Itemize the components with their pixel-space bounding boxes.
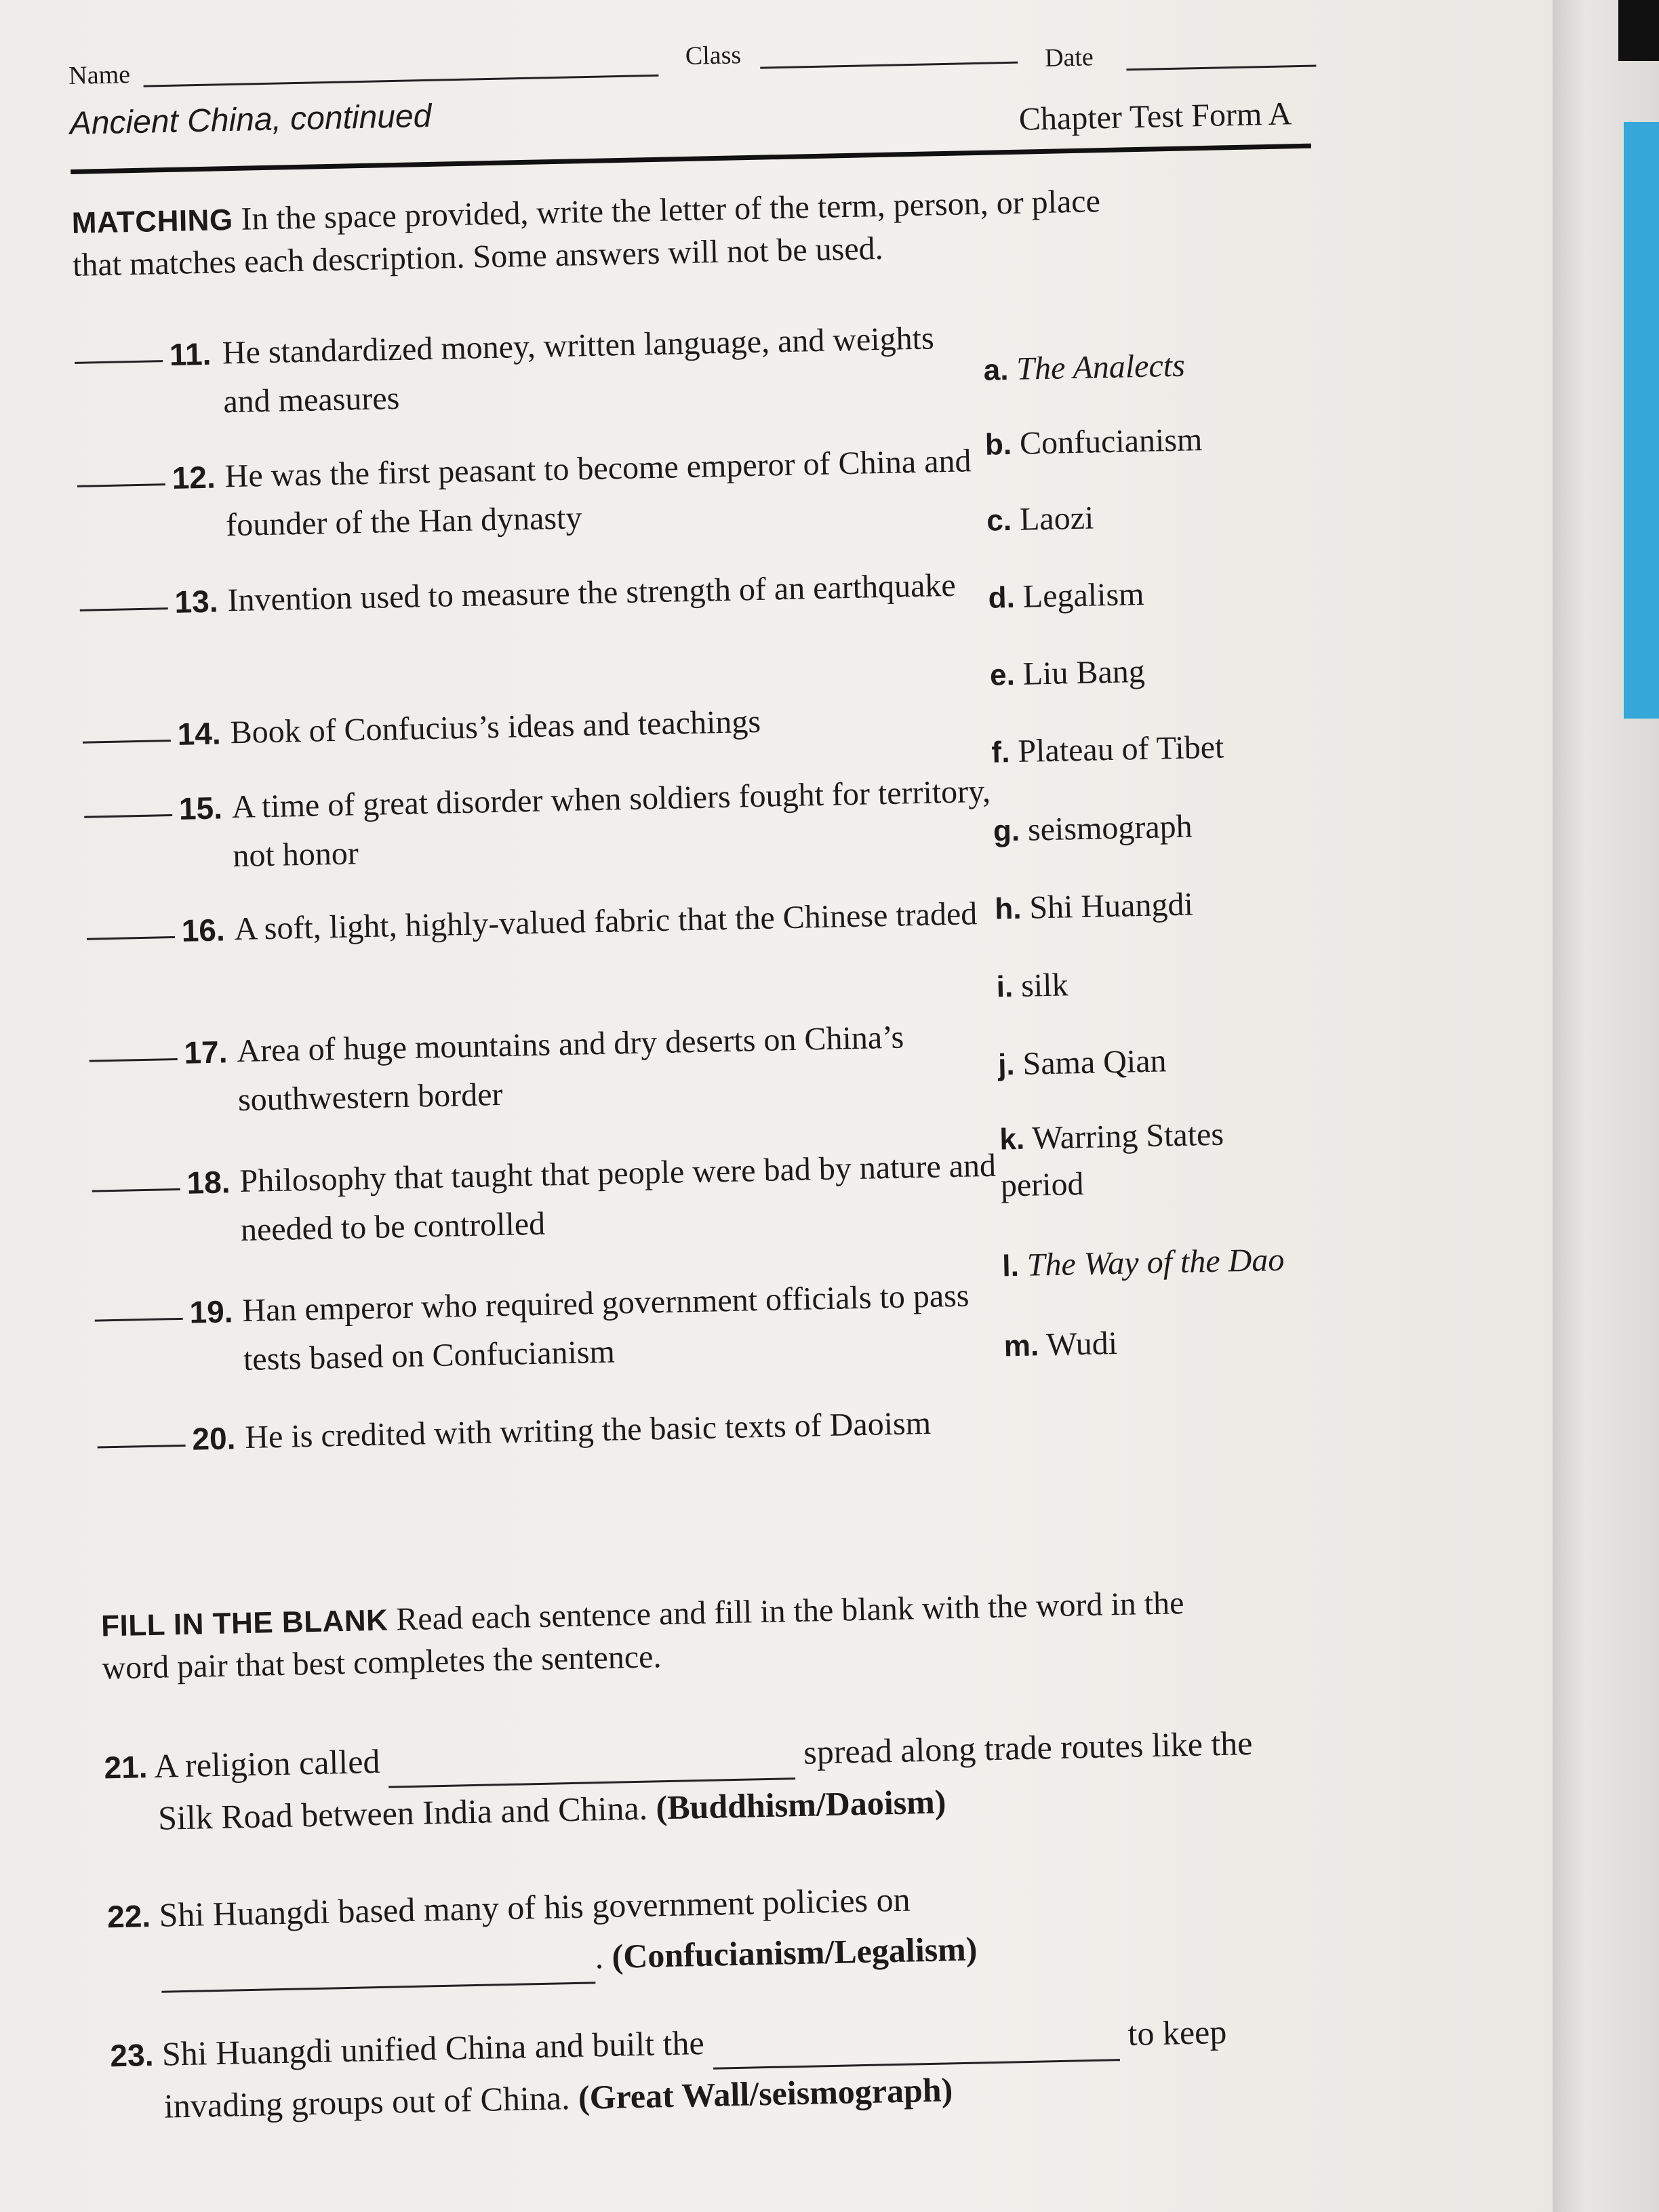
answer-letter: k. [999, 1122, 1025, 1157]
answer-letter: e. [989, 658, 1016, 692]
word-pair: (Confucianism/Legalism) [611, 1929, 978, 1975]
answer-e [989, 649, 1145, 699]
answer-letter: d. [988, 580, 1016, 615]
answer-text: Shi Huangdi [1028, 886, 1194, 926]
answer-text: Warring States period [1000, 1116, 1224, 1204]
page-tab-marker [1624, 122, 1659, 719]
question-text: Shi Huangdi based many of his government policies on [159, 1880, 911, 1934]
question-number: 22. [106, 1898, 151, 1935]
question-text: He was the first peasant to become emperor of China and founder of the Han dynasty [224, 443, 972, 544]
answer-c [986, 495, 1094, 544]
answer-j [997, 1038, 1167, 1088]
answer-i [996, 962, 1068, 1010]
answer-text: Confucianism [1019, 422, 1203, 462]
answer-blank-23[interactable] [712, 2009, 1119, 2070]
question-text: spread along trade routes like the [803, 1723, 1253, 1771]
matching-heading: MATCHING [71, 203, 234, 240]
answer-blank-22[interactable] [161, 1931, 595, 1992]
answer-text: silk [1020, 967, 1069, 1004]
question-number: 12. [172, 459, 216, 496]
answer-d [988, 571, 1144, 622]
question-text: A soft, light, highly-valued fabric that the Chinese traded [234, 896, 978, 948]
question-text: invading groups out of China. [163, 2078, 571, 2125]
answer-text: Plateau of Tibet [1017, 729, 1224, 769]
question-text: Book of Confucius’s ideas and teachings [230, 703, 761, 751]
question-number: 19. [188, 1293, 234, 1330]
unit-title: Ancient China, continued [69, 98, 432, 142]
word-pair: (Buddhism/Daoism) [655, 1782, 946, 1827]
question-number: 14. [177, 715, 222, 752]
question-text: to keep [1127, 2012, 1227, 2053]
name-label: Name [68, 60, 131, 90]
question-text: He standardized money, written language, and weights and measures [222, 320, 935, 420]
answer-text: The Analects [1016, 347, 1186, 387]
answer-letter: g. [993, 813, 1020, 848]
answer-text: Liu Bang [1022, 653, 1146, 692]
answer-text: Sama Qian [1022, 1043, 1167, 1082]
matching-instructions-text: In the space provided, write the letter of the term, person, or place that matches each description. Some answers will not be used. [72, 183, 1101, 283]
question-number: 13. [174, 583, 219, 620]
answer-letter: f. [991, 736, 1010, 769]
question-text: Philosophy that taught that people were bad by nature and needed to be controlled [239, 1147, 997, 1249]
answer-letter: c. [986, 504, 1012, 538]
date-label: Date [1044, 43, 1094, 73]
question-number: 17. [183, 1034, 228, 1070]
question-number: 15. [178, 790, 223, 826]
answer-letter: b. [984, 427, 1012, 462]
question-number: 16. [181, 912, 226, 948]
question-text: Invention used to measure the strength of an earthquake [226, 567, 957, 619]
answer-letter: m. [1003, 1329, 1039, 1363]
question-number: 20. [191, 1420, 236, 1457]
fill-in-instructions-text: Read each sentence and fill in the blank with the word in the word pair that best completes the sentence. [101, 1585, 1184, 1687]
question-text: . [594, 1937, 604, 1976]
word-pair: (Great Wall/seismograph) [578, 2070, 953, 2116]
class-label: Class [685, 41, 742, 71]
answer-blank-21[interactable] [388, 1727, 795, 1788]
question-text: Area of huge mountains and dry deserts on China’s southwestern border [236, 1019, 904, 1119]
answer-letter: j. [997, 1048, 1016, 1082]
fill-in-heading: FILL IN THE BLANK [100, 1603, 388, 1643]
question-number: 18. [186, 1164, 231, 1201]
question-text: Silk Road between India and China. [157, 1788, 648, 1837]
answer-b [984, 417, 1203, 468]
question-text: A time of great disorder when soldiers fought for territory, not honor [231, 773, 991, 874]
question-text: He is credited with writing the basic texts of Daoism [244, 1405, 932, 1455]
answer-letter: l. [1001, 1249, 1020, 1283]
answer-letter: h. [994, 891, 1022, 926]
question-number: 23. [109, 2037, 154, 2074]
answer-l [1002, 1237, 1285, 1290]
answer-text: seismograph [1027, 808, 1193, 848]
answer-text: Wudi [1045, 1325, 1118, 1363]
answer-h [995, 882, 1194, 933]
question-text: Shi Huangdi unified China and built the [161, 2023, 705, 2073]
answer-text: Legalism [1022, 576, 1144, 615]
question-text: A religion called [153, 1742, 380, 1785]
answer-g [993, 804, 1193, 855]
answer-text: Laozi [1019, 500, 1094, 538]
question-number: 21. [104, 1749, 148, 1786]
answer-letter: a. [983, 353, 1009, 387]
binder-corner [1618, 0, 1659, 61]
question-number: 11. [169, 336, 212, 372]
answer-k [999, 1110, 1286, 1209]
answer-f [991, 725, 1224, 776]
answer-a [983, 343, 1186, 394]
answer-letter: i. [996, 970, 1014, 1004]
answer-m [1003, 1321, 1118, 1369]
form-title: Chapter Test Form A [1018, 96, 1292, 138]
answer-text: The Way of the Dao [1026, 1241, 1285, 1283]
question-text: Han emperor who required government officials to pass tests based on Confucianism [241, 1277, 970, 1378]
